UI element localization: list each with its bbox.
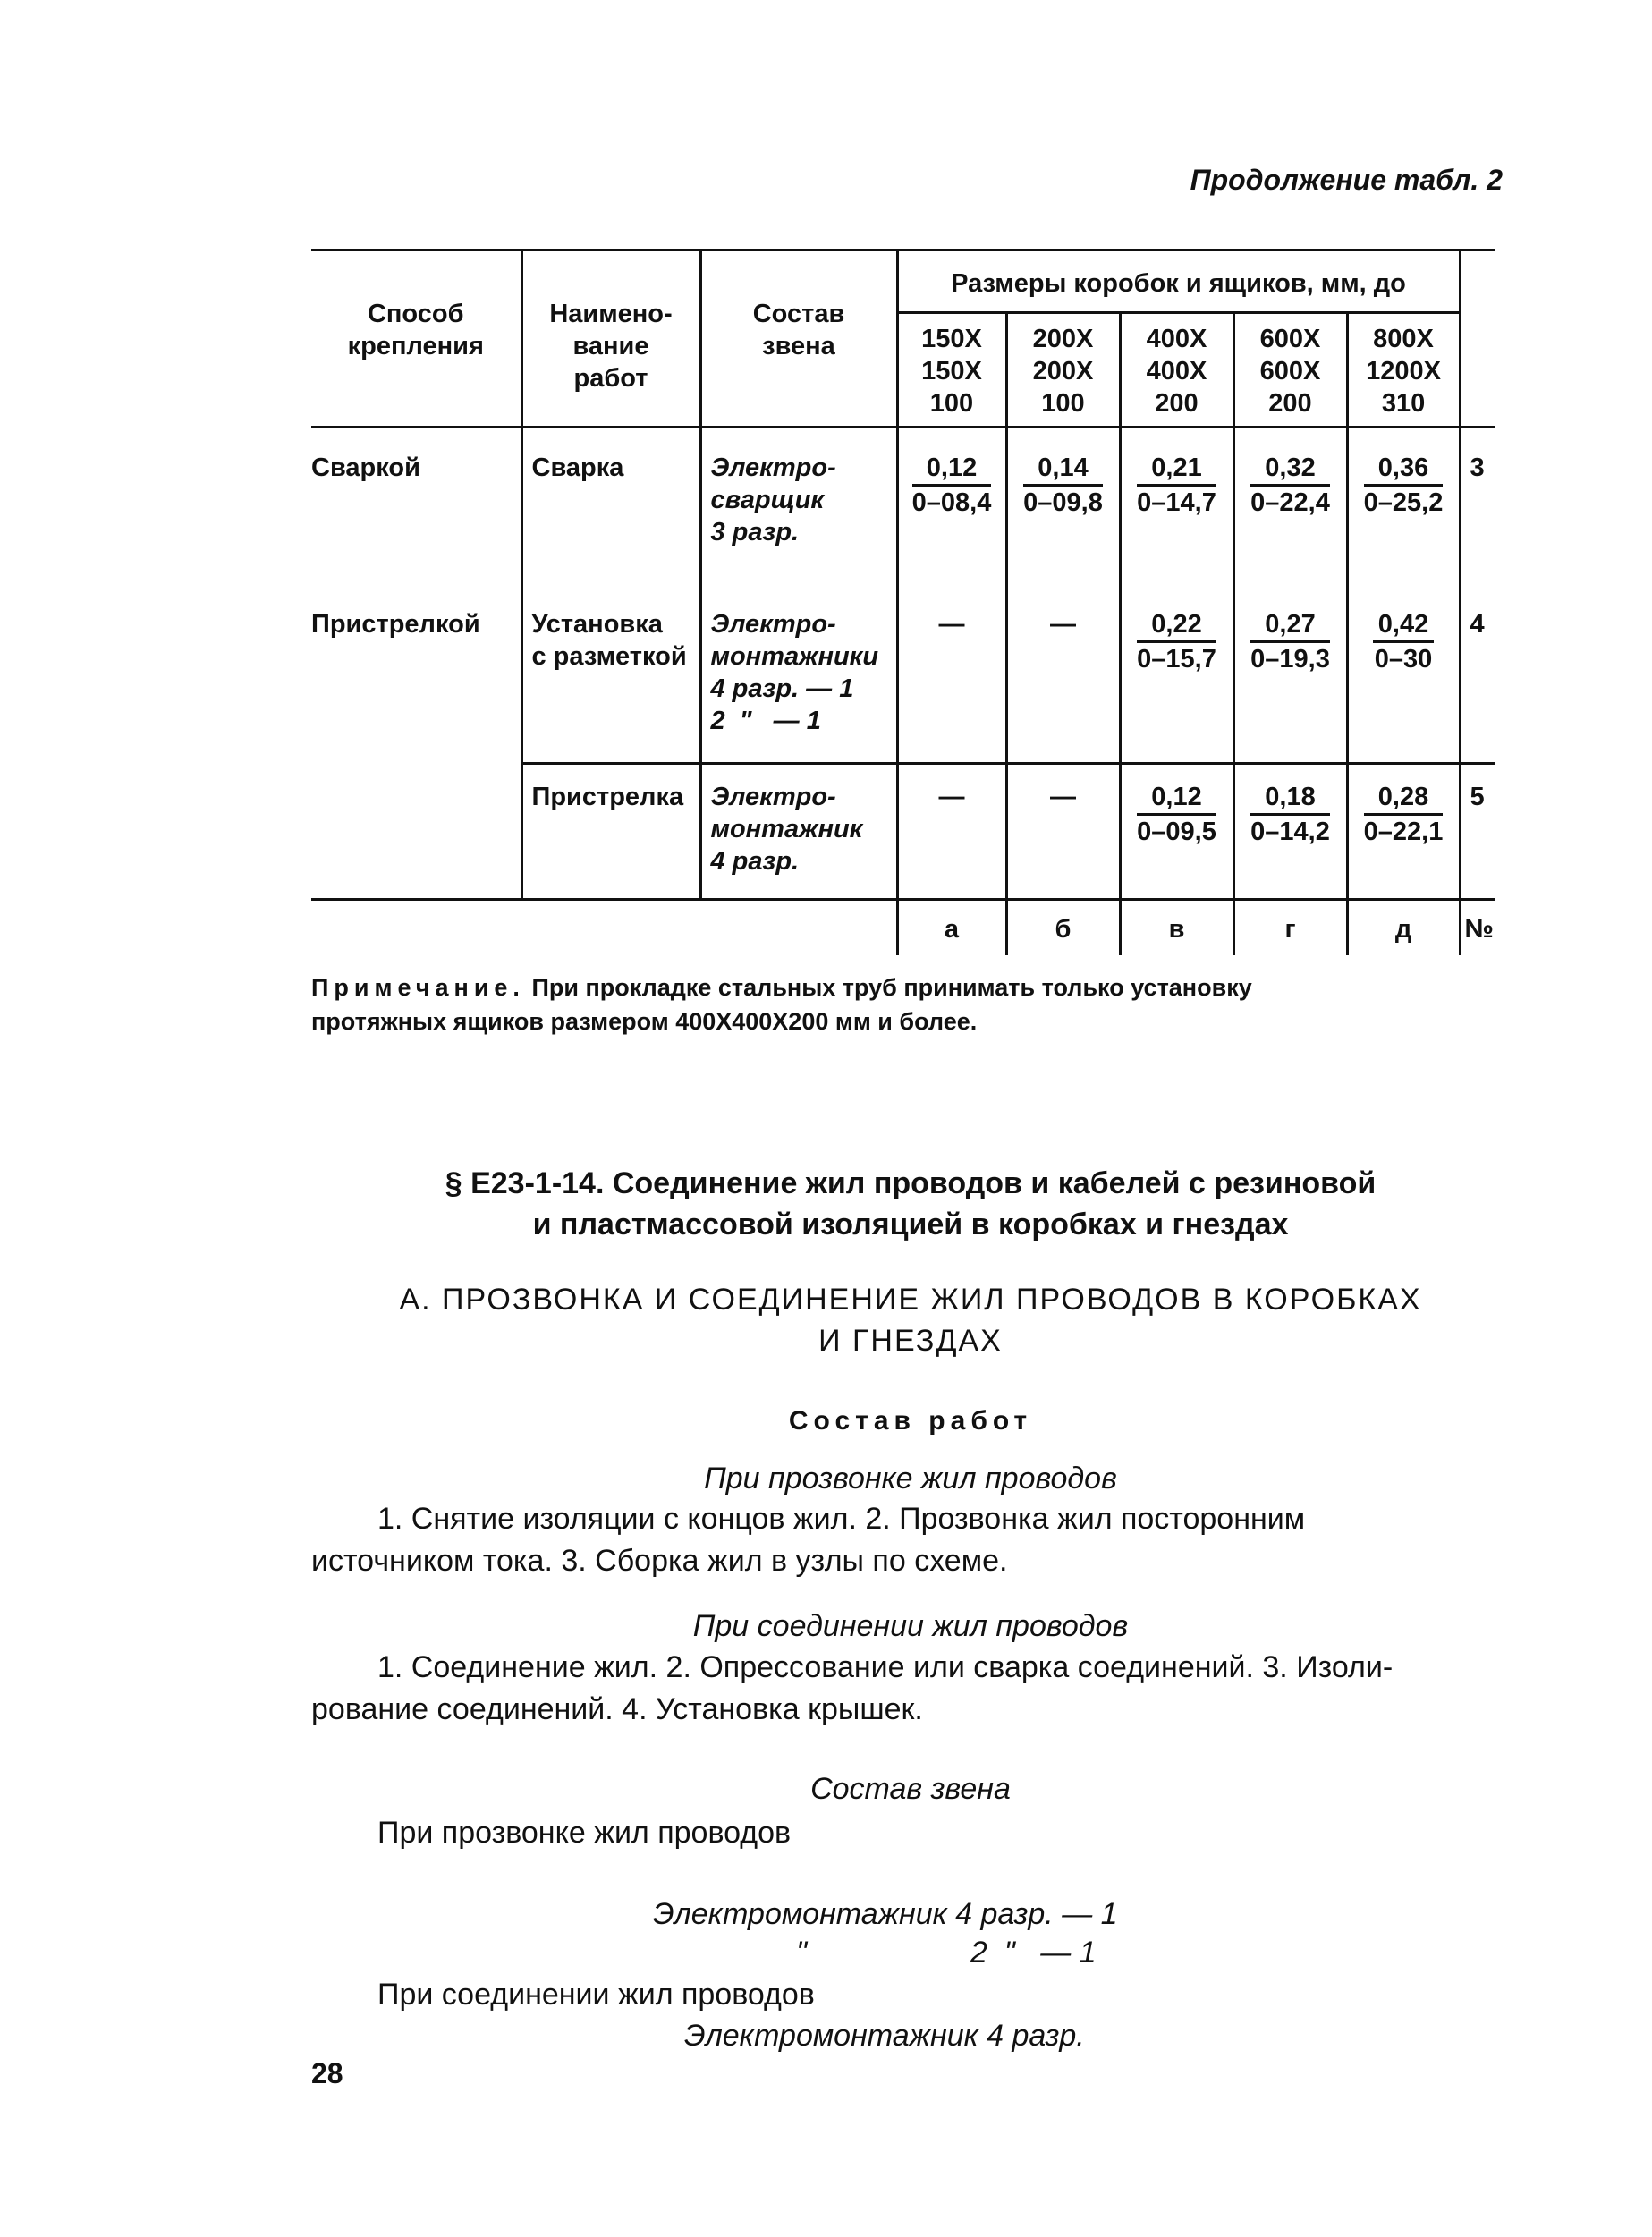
row5-val-d: $\frac{0,28}{0-22,1}$ [1347, 764, 1460, 900]
number-label: № [1464, 915, 1494, 944]
letter-v: в [1120, 900, 1233, 955]
letter-a: а [897, 900, 1006, 955]
row4-val-g: $\frac{0,27}{0-19,3}$ [1233, 594, 1347, 764]
size-col-v: 400X 400X 200 [1120, 313, 1233, 428]
row3-val-b: $\frac{0,14}{0-09,8}$ [1006, 428, 1120, 594]
row5-val-b: — [1006, 764, 1120, 900]
row3-val-d: $\frac{0,36}{0-25,2}$ [1347, 428, 1460, 594]
header-method: Способ крепления [311, 250, 521, 428]
row5-number: 5 [1460, 764, 1495, 900]
note-label: Примечание. [311, 974, 525, 1001]
page-number: 28 [311, 2057, 343, 2089]
row4-method: Пристрелкой [311, 609, 480, 639]
note-text-1: При прокладке стальных труб принимать только установку [524, 974, 1252, 1001]
table-note [311, 970, 1510, 1038]
crew1-line2: 2 " — 1 [970, 1936, 1097, 1970]
row3-work: Сварка [521, 428, 700, 594]
size-col-d: 800X 1200X 310 [1347, 313, 1460, 428]
row5-work: Пристрелка [521, 764, 700, 900]
header-crew: Состав звена [700, 250, 897, 428]
letters-blank-3 [700, 900, 897, 955]
row3-val-a: $\frac{0,12}{0-08,4}$ [897, 428, 1006, 594]
composition-heading: Состав работ [788, 1406, 1033, 1436]
header-number-blank [1460, 250, 1495, 313]
row4-val-v: $\frac{0,22}{0-15,7}$ [1120, 594, 1233, 764]
row5-val-g: $\frac{0,18}{0-14,2}$ [1233, 764, 1347, 900]
crew2-line1: Электромонтажник 4 разр. [684, 2019, 1085, 2053]
header-number-blank-2 [1460, 313, 1495, 428]
size-col-g: 600X 600X 200 [1233, 313, 1347, 428]
crew1-label: При прозвонке жил проводов [377, 1816, 792, 1850]
size-col-a: 150X 150X 100 [897, 313, 1006, 428]
row4-work: Установка с разметкой [521, 594, 700, 764]
section-title: § Е23-1-14. Соединение жил проводов и кабелей с резиновой и пластмассовой изоляцией в коробках и гнездах [445, 1166, 1377, 1241]
row5-crew: Электро- монтажник 4 разр. [700, 764, 897, 900]
header-sizes: Размеры коробок и ящиков, мм, до [897, 250, 1460, 313]
row4-val-b: — [1006, 594, 1120, 764]
soedinenie-text: 1. Соединение жил. 2. Опрессование или сварка соединений. 3. Изоли- рование соединений. 4. Установка крышек. [311, 1650, 1394, 1726]
letters-blank-2 [521, 900, 700, 955]
row5-method [311, 764, 521, 900]
note-text-2: протяжных ящиков размером 400X400X200 мм и более. [311, 1008, 978, 1035]
size-col-b: 200X 200X 100 [1006, 313, 1120, 428]
row4-val-a: — [897, 594, 1006, 764]
crew1-line1: Электромонтажник 4 разр. — 1 [653, 1897, 1118, 1931]
row3-number: 3 [1460, 428, 1495, 594]
header-work: Наимено- вание работ [521, 250, 700, 428]
row3-method: Сваркой [311, 428, 521, 594]
row4-crew: Электро- монтажники 4 разр. — 1 2 " — 1 [700, 594, 897, 764]
letters-blank-1 [311, 900, 521, 955]
norms-table [311, 249, 1495, 955]
soedinenie-heading: При соединении жил проводов [692, 1609, 1129, 1643]
row4-number: 4 [1470, 609, 1485, 639]
row5-val-v: $\frac{0,12}{0-09,5}$ [1120, 764, 1233, 900]
row3-crew: Электро- сварщик 3 разр. [700, 428, 897, 594]
row5-val-a: — [897, 764, 1006, 900]
row4-val-d: $\frac{0,42}{0-30}$ [1347, 594, 1460, 764]
letter-b: б [1006, 900, 1120, 955]
section-subtitle: А. ПРОЗВОНКА И СОЕДИНЕНИЕ ЖИЛ ПРОВОДОВ В КОРОБКАХ И ГНЕЗДАХ [399, 1283, 1422, 1358]
continuation-label: Продолжение табл. 2 [1190, 164, 1503, 196]
prozvonka-text: 1. Снятие изоляции с концов жил. 2. Прозвонка жил посторонним источником тока. 3. Сборка жил в узлы по схеме. [311, 1502, 1306, 1578]
prozvonka-heading: При прозвонке жил проводов [704, 1462, 1117, 1496]
row3-val-v: $\frac{0,21}{0-14,7}$ [1120, 428, 1233, 594]
row3-val-g: $\frac{0,32}{0-22,4}$ [1233, 428, 1347, 594]
crew2-label: При соединении жил проводов [377, 1978, 815, 2012]
letter-d: д [1347, 900, 1460, 955]
crew-heading: Состав звена [810, 1772, 1011, 1806]
letter-g: г [1233, 900, 1347, 955]
crew1-line2-ditto: " [796, 1936, 808, 1970]
